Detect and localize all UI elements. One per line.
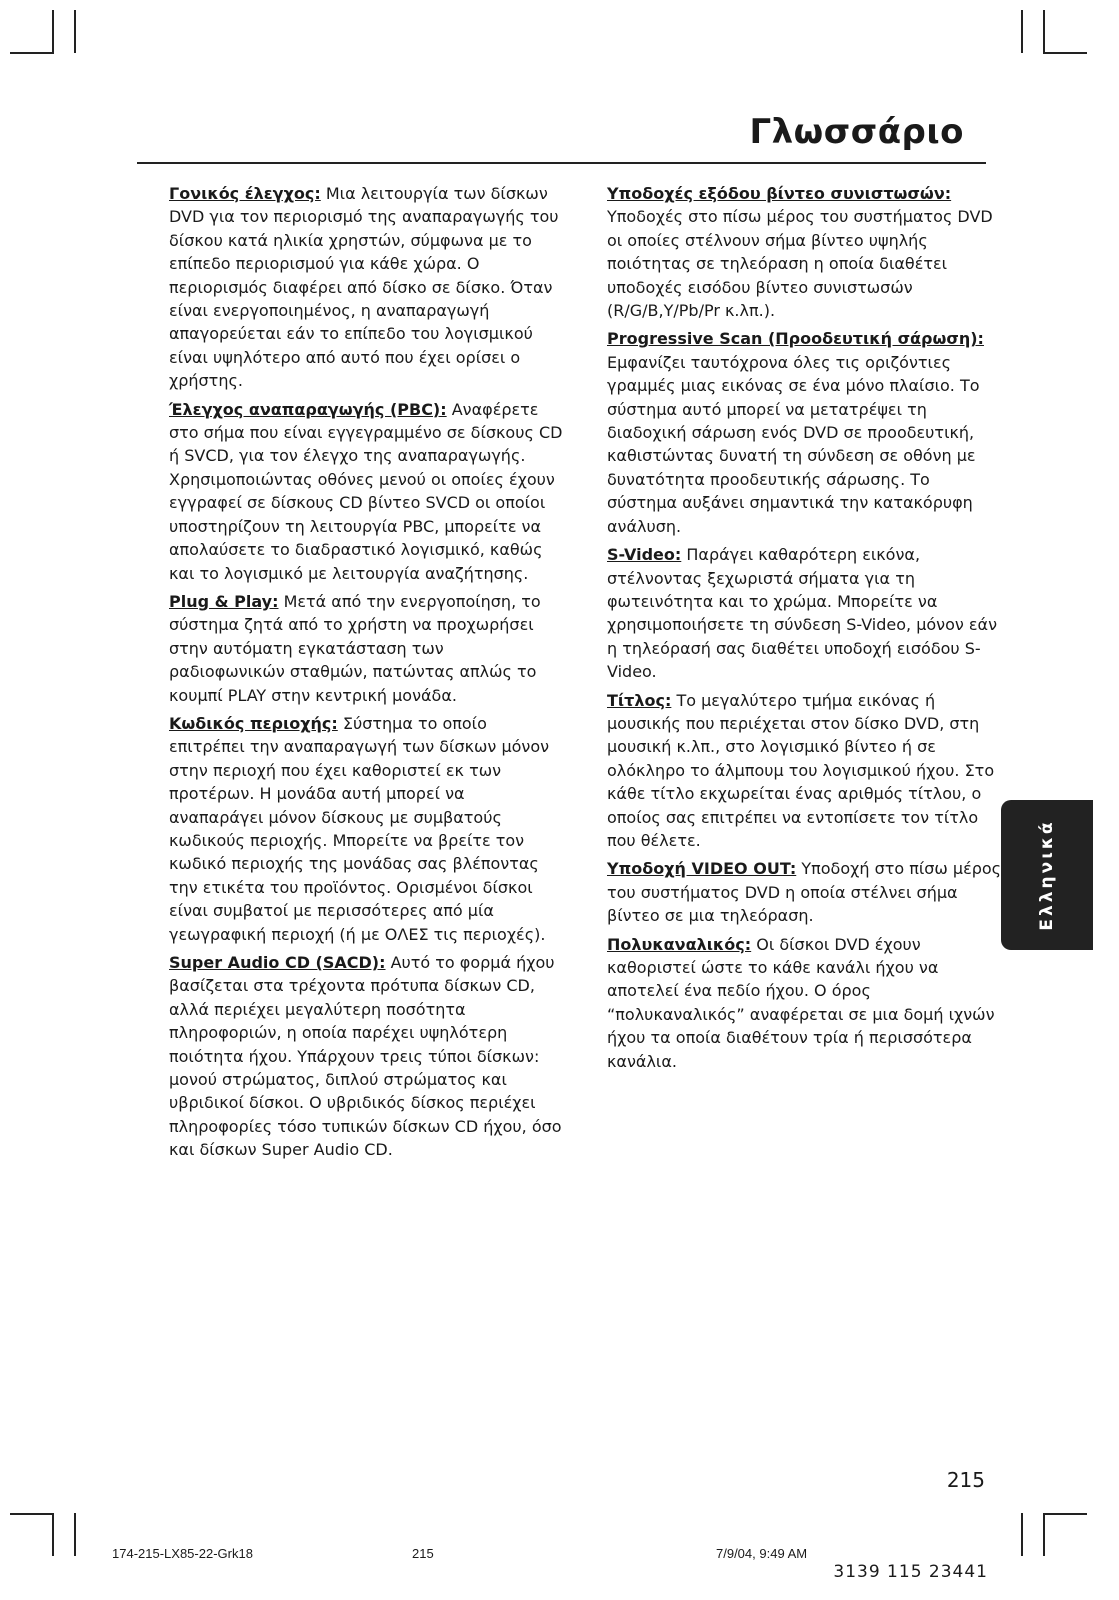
glossary-term: Πολυκαναλικός: [607, 934, 752, 954]
glossary-definition: Αυτό το φορμά ήχου βασίζεται στα τρέχοντα πρότυπα δίσκων CD, αλλά περιέχει μεγαλύτερη ποσότητα πληροφοριών, η οποία παρέχει υψηλότερη ποιότητα ήχου. Υπάρχουν τρεις τύποι δίσκων: μονού στρώματος, διπλού στρώματος και υβριδικοί δίσκοι. Ο υβριδικός δίσκος περιέχει πληροφορίες τόσο τυπικών δίσκων CD ήχου, όσο και δίσκων Super Audio CD. [169, 953, 562, 1160]
footer-file-name: 174-215-LX85-22-Grk18 [112, 1546, 253, 1561]
glossary-definition: Μετά από την ενεργοποίηση, το σύστημα ζητά από το χρήστη να προχωρήσει στην αυτόματη εγκατάσταση των ραδιοφωνικών σταθμών, πατώντας απλώς το κουμπί PLAY στην κεντρική μονάδα. [169, 591, 541, 705]
glossary-entry [607, 857, 1002, 927]
glossary-term: Κωδικός περιοχής: [169, 713, 338, 733]
glossary-term: Έλεγχος αναπαραγωγής (PBC): [169, 399, 447, 419]
glossary-definition: Αναφέρετε στο σήμα που είναι εγγεγραμμένο σε δίσκους CD ή SVCD, για τον έλεγχο της αναπαραγωγής. Χρησιμοποιώντας οθόνες μενού οι οποίες έχουν εγγραφεί σε δίσκους CD βίντεο SVCD οι οποίοι υποστηρίζουν τη λειτουργία PBC, μπορείτε να απολαύσετε το διαδραστικό λογισμικό, καθώς και το λογισμικό με λειτουργία αναζήτησης. [169, 399, 563, 583]
glossary-entry [607, 327, 1002, 538]
glossary-term: Τίτλος: [607, 690, 672, 710]
glossary-definition: Το μεγαλύτερο τμήμα εικόνας ή μουσικής που περιέχεται στον δίσκο DVD, στη μουσική κ.λπ., στο λογισμικό βίντεο ή σε ολόκληρο το άλμπουμ του λογισμικού ήχου. Στο κάθε τίτλο εκχωρείται ένας αριθμός τίτλου, ο οποίος σας επιτρέπει να εντοπίσετε τον τίτλο που θέλετε. [607, 690, 995, 850]
glossary-entry [607, 933, 1002, 1073]
glossary-entry [607, 543, 1002, 683]
crop-mark [10, 52, 54, 54]
crop-mark [1043, 1513, 1045, 1556]
language-tab-label: Ελληνικά [1037, 819, 1057, 931]
language-tab [1001, 800, 1093, 950]
glossary-entry [169, 712, 564, 946]
crop-mark [52, 10, 54, 53]
glossary-term: Υποδοχή VIDEO OUT: [607, 859, 797, 879]
footer-page: 215 [412, 1546, 434, 1561]
product-code: 3139 115 23441 [833, 1562, 988, 1582]
glossary-term: Progressive Scan (Προοδευτική σάρωση): [607, 329, 984, 349]
glossary-term: Γονικός έλεγχος: [169, 184, 321, 203]
crop-mark [1021, 10, 1023, 53]
glossary-entry [607, 182, 1002, 322]
title-rule [137, 162, 986, 164]
glossary-entry [169, 590, 564, 707]
footer-timestamp: 7/9/04, 9:49 AM [716, 1546, 808, 1561]
glossary-definition: Υποδοχή στο πίσω μέρος του συστήματος DVD η οποία στέλνει σήμα βίντεο σε μια τηλεόραση. [607, 859, 1002, 926]
crop-mark [1043, 10, 1045, 53]
glossary-right-column [607, 182, 1002, 1078]
glossary-definition: Εμφανίζει ταυτόχρονα όλες τις οριζόντιες γραμμές μιας εικόνας σε ένα μόνο πλαίσιο. Το σύστημα αυτό μπορεί να μετατρέψει τη διαδοχική σάρωση ενός DVD σε προοδευτική, καθιστώντας δυνατή τη σύνδεση σε οθόνη με δυνατότητα προοδευτικής σάρωσης. Το σύστημα αυξάνει σημαντικά την κατακόρυφη ανάλυση. [607, 352, 980, 536]
glossary-definition: Μια λειτουργία των δίσκων DVD για τον περιορισμό της αναπαραγωγής του δίσκου κατά ηλικία χρηστών, σύμφωνα με το επίπεδο περιορισμού για κάθε χώρα. Ο περιορισμός διαφέρει από δίσκο σε δίσκο. Όταν είναι ενεργοποιημένος, η αναπαραγωγή απαγορεύεται εάν το επίπεδο του λογισμικού είναι υψηλότερο από αυτό που έχει ορίσει ο χρήστης. [169, 184, 559, 391]
glossary-definition: Παράγει καθαρότερη εικόνα, στέλνοντας ξεχωριστά σήματα για τη φωτεινότητα και το χρώμα. Μπορείτε να χρησιμοποιήσετε τη σύνδεση S-Video, μόνον εάν η τηλεόρασή σας διαθέτει υποδοχή εισόδου S-Video. [607, 545, 998, 682]
glossary-entry [169, 951, 564, 1162]
crop-mark [1043, 1513, 1087, 1515]
glossary-definition: Σύστημα το οποίο επιτρέπει την αναπαραγωγή των δίσκων μόνον στην περιοχή που έχει καθοριστεί εκ των προτέρων. Η μονάδα αυτή μπορεί να αναπαράγει μόνον δίσκους με συμβατούς κωδικούς περιοχής. Μπορείτε να βρείτε τον κωδικό περιοχής της μονάδας σας βλέποντας την ετικέτα του προϊόντος. Ορισμένοι δίσκοι είναι συμβατοί με περισσότερες από μία γεωγραφική περιοχή (ή με ΟΛΕΣ τις περιοχές). [169, 713, 550, 944]
glossary-left-column [169, 182, 564, 1167]
crop-mark [74, 1513, 76, 1556]
glossary-term: Super Audio CD (SACD): [169, 953, 386, 972]
crop-mark [52, 1513, 54, 1556]
glossary-definition: Οι δίσκοι DVD έχουν καθοριστεί ώστε το κάθε κανάλι ήχου να αποτελεί ένα πεδίο ήχου. Ο όρος “πολυκαναλικός” αναφέρεται σε μια δομή ιχνών ήχου τα οποία διαθέτουν τρία ή περισσότερα κανάλια. [607, 934, 995, 1071]
glossary-entry [169, 182, 564, 393]
glossary-definition: Υποδοχές στο πίσω μέρος του συστήματος DVD οι οποίες στέλνουν σήμα βίντεο υψηλής ποιότητας σε τηλεόραση η οποία διαθέτει υποδοχές εισόδου βίντεο συνιστωσών (R/G/B,Y/Pb/Pr κ.λπ.). [607, 207, 993, 321]
page-number: 215 [946, 1468, 985, 1492]
crop-mark [1043, 52, 1087, 54]
crop-mark [74, 10, 76, 53]
page-title: Γλωσσάριο [749, 112, 964, 152]
glossary-term: Plug & Play: [169, 591, 279, 611]
glossary-entry [607, 689, 1002, 853]
glossary-term: Υποδοχές εξόδου βίντεο συνιστωσών: [607, 184, 952, 203]
glossary-entry [169, 398, 564, 585]
crop-mark [1021, 1513, 1023, 1556]
glossary-term: S-Video: [607, 545, 682, 565]
crop-mark [10, 1513, 54, 1515]
